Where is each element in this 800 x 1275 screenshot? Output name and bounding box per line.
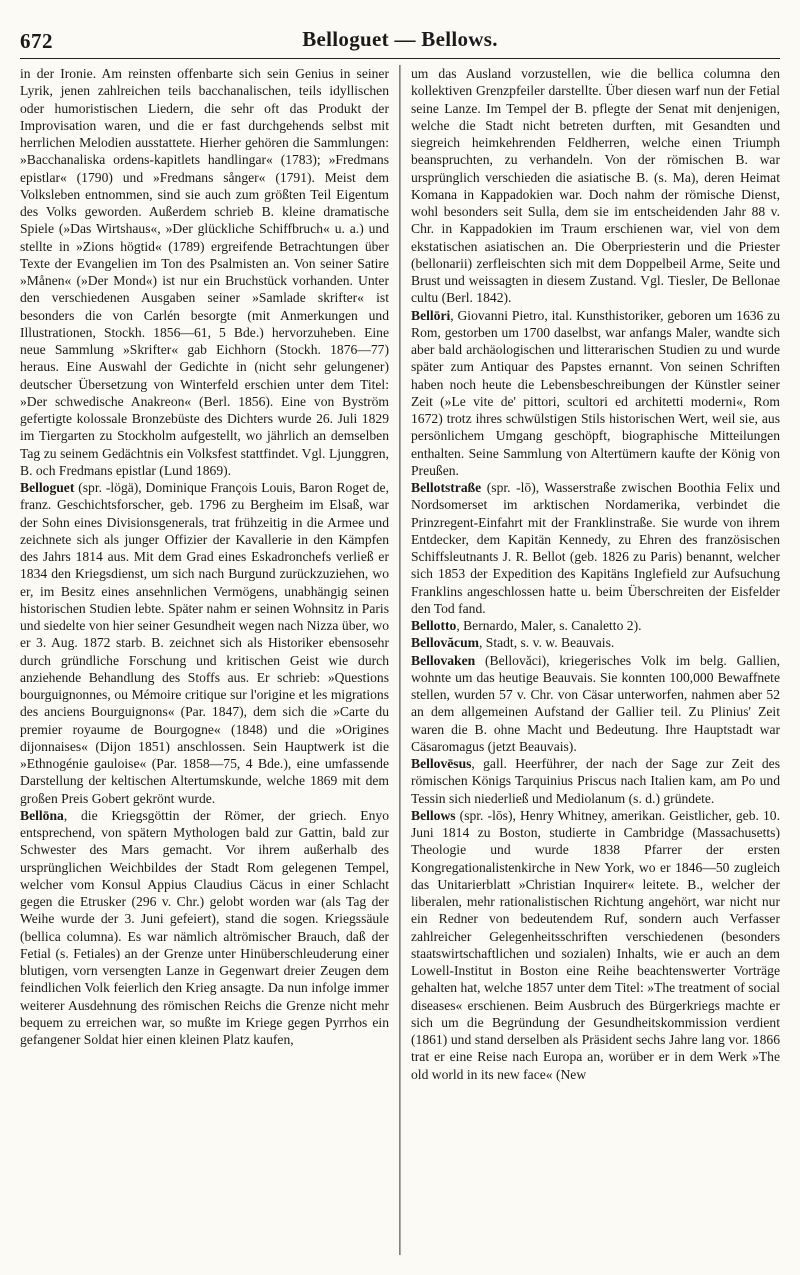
- entry-text: , gall. Heerführer, der nach der Sage zur Zeit des römischen Königs Tarquinius Priscus nach Italien kam, am Po und Tessin sich niederließ und Mediolanum (s. d.) gründete.: [411, 756, 780, 806]
- entry-headword: Bellotto: [411, 618, 457, 633]
- entry-text: , Stadt, s. v. w. Beauvais.: [478, 635, 615, 651]
- entry-paragraph: [411, 479, 780, 617]
- entry-headword: Bellōri: [411, 307, 451, 323]
- entry-text: (spr. -lō), Wasserstraße zwischen Boothia Felix und Nordsomerset im arktischen Nordamerika, verbindet die Prinzregent-Einfahrt mit der Franklinstraße. Sie wurde von ihrem Entdecker, dem Kapitän Kennedy, zu Ehren des französischen Schiffsleutnants J. R. Bellot (geb. 1826 zu Paris) benannt, welcher sich 1853 der Expedition des Kapitäns Inglefield zur Aufsuchung Franklins angeschlossen hatte u. beim Überschreiten der Eisfelder den Tod fand.: [411, 480, 780, 616]
- running-head: Belloguet — Bellows.: [302, 27, 498, 51]
- entry-paragraph: [20, 807, 389, 1049]
- entry-headword: Bellotstraße: [411, 480, 482, 495]
- column-divider: [399, 65, 400, 1255]
- entry-headword: Bellows: [411, 807, 456, 823]
- entry-headword: Belloguet: [20, 480, 75, 495]
- entry-text: um das Ausland vorzustellen, wie die bellica columna den kollektiven Grenzpfeiler darstellte. Über diesen warf nun der Fetial seine Lanze. Im Tempel der B. pflegte der Senat mit denjenigen, welche die Stadt nicht betreten durften, mit Gesandten und siegreich heimkehrenden Feldherren, welche einen Triumph beanspruchten, zu verhandeln. Von der römischen B. war ursprünglich verschieden die asiatische B. (s. Ma), deren Heimat Komana in Kappadokien war. Doch nahm der römische Dienst, wohl besonders seit Sulla, dem sie im entscheidenden Jahr 88 v. Chr. in Kappadokien im Traum erschienen war, viel von dem ekstatischen asiatischen an. Die Oberpriesterin und die Priester (bellonarii) zerfleischten sich mit dem Doppelbeil Arme, Seite und Brust und weissagten in diesem Zustand. Vgl. Tiesler, De Bellonae cultu (Berl. 1842).: [411, 66, 780, 306]
- page-header: [20, 18, 780, 54]
- entry-headword: Bellovăcum: [411, 635, 479, 651]
- header-rule: [20, 58, 780, 59]
- entry-text: in der Ironie. Am reinsten offenbarte sich sein Genius in seiner Lyrik, jenen zahlreichen teils bacchanalischen, teils idyllischen oder humoristischen Liedern, die sehr oft das Produkt der Improvisation waren, und die er fast durchgehends selbst mit herrlichen Melodien ausstattete. Hierher gehören die Sammlungen: »Bacchanaliska ordens-kapitlets handlingar« (1783); »Fredmans epistlar« (1790) und »Fredmans sånger« (1791). Meist dem Volksleben entnommen, sind sie auch zum größten Teil Eigentum des Volks geworden. Außerdem schrieb B. kleine dramatische Spiele (»Das Wirtshaus«, »Der glückliche Schiffbruch« u. a.) und stellte in »Zions högtid« (1789) ergreifende Betrachtungen über Texte der Evangelien im Ton des Psalmisten an. Von seiner Satire »Månen« (»Der Mond«) ist nur ein Bruchstück vorhanden. Unter den verschiedenen Ausgaben seiner »Samlade skrifter« ist besonders die von Carlén besorgte (mit Anmerkungen und Illustrationen, Stockh. 1856—61, 5 Bde.) hervorzuheben. Eine neue Sammlung »Skrifter« gab Eichhorn (Stockh. 1876—77) heraus. Eine Auswahl der Gedichte in (nicht sehr gelungener) deutscher Übersetzung von Winterfeld erschien unter dem Titel: »Der schwedische Anakreon« (Berl. 1856). Eine von Byström gefertigte kolossale Bronzebüste des Dichters wurde 26. Juli 1829 im Tiergarten zu Stockholm aufgestellt, wo jährlich an demselben Tag zu seinem Gedächtnis ein Volksfest stattfindet. Vgl. Ljunggren, B. och Fredmans epistlar (Lund 1869).: [20, 66, 389, 478]
- entry-headword: Bellōna: [20, 807, 64, 823]
- entry-paragraph: [411, 652, 780, 756]
- entry-paragraph: [20, 479, 389, 807]
- entry-text: , Giovanni Pietro, ital. Kunsthistoriker, geboren um 1636 zu Rom, gestorben um 1700 daselbst, war anfangs Maler, wandte sich aber bald archäologischen und litterarischen Studien zu und wurde später zum Antiquar des Papstes ernannt. Von seinen Schriften haben noch heute die Lebensbeschreibungen der Künstler seiner Zeit (»Le vite de' pittori, scultori ed architetti moderni«, Rom 1672) trotz ihres schwülstigen Stils historischen Wert, weil sie, aus persönlichem Umgang geschöpft, biographische Mitteilungen enthalten. Seine Sammlung von Altertümern kaufte der König von Preußen.: [411, 307, 780, 478]
- entry-text: (spr. -lōs), Henry Whitney, amerikan. Geistlicher, geb. 10. Juni 1814 zu Boston, studierte in Cambridge (Massachusetts) Theologie und wurde 1838 Pfarrer der ersten Kongregationalistenkirche in New York, wo er 1846—50 zugleich das Unitarierblatt »Christian Inquirer« leitete. B., welcher der liberalen, mehr rationalistischen Richtung angehört, war nicht nur ein Redner von bedeutendem Ruf, sondern auch Verfasser zahlreicher Gelegenheitsschriften verschiedenen (besonders staatswirtschaftlichen und sozialen) Inhalts, wie er auch an dem Lowell-Institut in Boston eine Reihe beachtenswerter Vorträge gehalten hat, welche 1857 unter dem Titel: »The treatment of social diseases« erschienen. Beim Ausbruch des Bürgerkriegs machte er sich um die Begründung der Gesundheitskommission verdient (1861) und stand derselben als Präsident sechs Jahre lang vor. 1866 trat er eine Reise nach Europa an, worüber er in dem Werk »The old world in its new face« (New: [411, 807, 780, 1082]
- entry-paragraph: [411, 807, 780, 1083]
- entry-headword: Bellovaken: [411, 652, 476, 668]
- entry-text: , die Kriegsgöttin der Römer, der griech. Enyo entsprechend, von spätern Mythologen bald zur Gattin, bald zur Schwester des Mars gemacht. Vor ihrem außerhalb des ursprünglichen Weichbildes der Stadt Rom gelegenen Tempel, welcher vom Konsul Appius Claudius Cäcus in einer Schlacht gegen die Etrusker (296 v. Chr.) gelobt worden war (als Tag der Weihe wurde der 3. Juni gefeiert), stand die sogen. Kriegssäule (bellica columna). Es war nämlich altrömischer Brauch, daß der Fetial (s. Fetiales) an der Grenze unter Hinüberschleuderung einer blutigen, vorn versengten Lanze in Gegenwart dreier Zeugen dem feindlichen Volk feierlich den Krieg ansagte. Da nun infolge immer weiterer Ausdehnung des römischen Reichs die Grenze nicht mehr bequem zu erreichen war, so mußte im Kriege gegen Pyrrhos ein gefangener Soldat hier einen kleinen Platz kaufen,: [20, 807, 389, 1047]
- entry-paragraph: [411, 307, 780, 480]
- right-column: [411, 65, 780, 1255]
- entry-text: (Bellovăci), kriegerisches Volk im belg. Gallien, wohnte um das heutige Beauvais. Sie konnten 100,000 Bewaffnete stellen, wurden 57 v. Chr. von Cäsar unterworfen, nahmen aber 52 an dem allgemeinen Aufstand der Gallier teil. Zu Plinius' Zeit waren die B. ohne Macht und Bedeutung. Ihre Hauptstadt war Cäsaromagus (jetzt Beauvais).: [411, 652, 780, 754]
- entry-paragraph: [20, 65, 389, 479]
- entry-text: , Bernardo, Maler, s. Canaletto 2).: [456, 618, 642, 633]
- text-columns: [20, 65, 780, 1255]
- entry-text: (spr. -lögä), Dominique François Louis, Baron Roget de, franz. Geschichtsforscher, geb. 1796 zu Bergheim im Elsaß, war der Sohn eines Divisionsgenerals, trat frühzeitig in die Armee und zeichnete sich als junger Offizier der Kavallerie in den Kämpfen des Jahrs 1814 aus. Mit dem Grad eines Eskadronchefs verließ er 1834 den Kriegsdienst, um sich nach Burgund zurückzuziehen, wo er, im Besitz eines ansehnlichen Vermögens, unabhängig seinen historischen Studien lebte. Später nahm er seinen Wohnsitz in Paris und siedelte von hier seiner Gesundheit wegen nach Nizza über, wo er 3. Aug. 1872 starb. B. zeichnet sich als Historiker ebensosehr durch gründliche Forschung und kritischen Geist wie durch anziehende Behandlung des Stoffs aus. Er schrieb: »Questions bourguignonnes, ou Mémoire critique sur l'origine et les migrations des anciens Bourguignons« (Par. 1847), dem sich die »Carte du premier royaume de Bourgogne« (1848) und die »Origines dijonnaises« (Dijon 1851) anschlossen. Sein Hauptwerk ist die »Ethnogénie gauloise« (Par. 1858—75, 4 Bde.), eine umfassende Darstellung der keltischen Altertumskunde, welche 1869 mit dem großen Preis Gobert gekrönt wurde.: [20, 480, 389, 806]
- page-number: 672: [20, 29, 53, 53]
- entry-paragraph: [411, 617, 780, 634]
- entry-paragraph: [411, 65, 780, 307]
- entry-headword: Bellovēsus: [411, 756, 472, 771]
- entry-paragraph: [411, 634, 780, 651]
- left-column: [20, 65, 389, 1255]
- entry-paragraph: [411, 755, 780, 807]
